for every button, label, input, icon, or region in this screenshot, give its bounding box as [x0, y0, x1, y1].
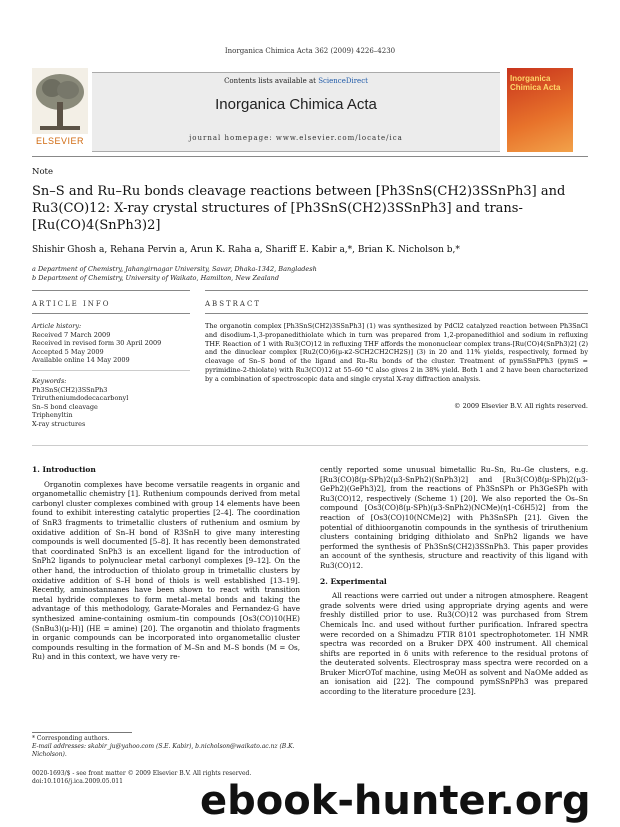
article-info-heading: ARTICLE INFO [32, 300, 111, 308]
journal-reference: Inorganica Chimica Acta 362 (2009) 4226–4230 [224, 47, 396, 55]
keywords-rule [32, 370, 190, 371]
article-info-rule-top [32, 290, 190, 291]
watermark: ebook-hunter.org [200, 778, 591, 824]
footnote-rule [32, 732, 132, 733]
intro-paragraph: Organotin complexes have become versatile reagents in organic and organometallic chemistry [1]. Ruthenium compounds derived from metal carbonyl cluster complexes combined with group 14 elements have been found to exhibit interesting catalytic properties [2–4]. The coordination of SnR3 fragments to trimetallic clusters of ruthenium and osmium by oxidative addition of Sn–H bond of R3SnH to give many interesting compounds is well documented [5–8]. It has recently been demonstrated that coordinated SnPh3 is an excellent ligand for the introduction of SnPh2 ligands to polynuclear metal carbonyl complexes [9–12]. On the other hand, the introduction of thiolato group in trimetallic clusters by oxidative addition of S–H bond of thiols is well established [13–19]. Recently, aminostannanes have been shown to react with transition metal hydride complexes to form metal–metal bonds and taking the advantage of this methodology, Garate-Morales and Fernandez-G have synthesized amine-containing osmium–tin compounds [Os3(CO)10(HE)(SnBu3)(μ-H)] (HE = amine) [20]. The organotin and thiolato fragments in organic compounds can be incorporated into organometallic cluster compounds resulting in the formation of M–Sn and M–S bonds (M = Os, Ru) and in this context, we have very re- [32, 479, 300, 662]
keyword-item: Sn–S bond cleavage [32, 402, 98, 411]
contents-line [92, 77, 500, 85]
keywords [32, 377, 190, 428]
corresponding-note: * Corresponding authors. [32, 735, 110, 742]
article-history [32, 322, 190, 365]
received-date: Received 7 March 2009 [32, 330, 111, 339]
article-type: Note [32, 167, 54, 177]
continued-paragraph: cently reported some unusual bimetallic Ru–Sn, Ru–Ge clusters, e.g. [Ru3(CO)8(μ-SPh)2(μ3-SnPh2)(SnPh3)2] and [Ru3(CO)8(μ-SPh)2(μ3-GePh2)(GePh3)2], from the reactions of Ph3SnSPh or Ph3GeSPh with Ru3(CO)12, respectively (Scheme 1) [20]. We also reported the Os–Sn compound [Os3(CO)8(μ-SPh)(μ3-SnPh2)(NCMe)(η1-C6H5)2] from the reaction of [Os3(CO)10(NCMe)2] with Ph3SnSPh [21]. Given the potential of dithioorganotin compounds in the synthesis of triruthenium clusters containing bridging dithiolato and SnPh2 ligands we have performed the synthesis of Ph3SnS(CH2)3SSnPh3. This paper provides an account of the synthesis, structure and reactivity of this ligand with Ru3(CO)12. [320, 465, 588, 570]
intro-heading: 1. Introduction [32, 465, 96, 474]
abstract-rule-top [205, 290, 588, 291]
keywords-label: Keywords: [32, 377, 67, 385]
sciencedirect-link[interactable]: ScienceDirect [318, 77, 368, 85]
journal-homepage[interactable]: journal homepage: www.elsevier.com/locate/ica [189, 134, 403, 142]
body-divider [32, 445, 588, 446]
abstract-heading: ABSTRACT [205, 300, 262, 308]
revised-date: Received in revised form 30 April 2009 [32, 339, 162, 347]
affiliation-b: b Department of Chemistry, University of Waikato, Hamilton, New Zealand [32, 274, 280, 282]
publisher-name: ELSEVIER [36, 136, 85, 146]
email-addresses[interactable]: E-mail addresses: skabir_ju@yahoo.com (S.E. Kabir), b.nicholson@waikato.ac.nz (B.K. Nicholson). [32, 743, 295, 758]
experimental-paragraph: All reactions were carried out under a nitrogen atmosphere. Reagent grade solvents were dried using appropriate drying agents and were freshly distilled prior to use. Ru3(CO)12 was purchased from Strem Chemicals Inc. and used without further purification. Infrared spectra were recorded on a Shimadzu FTIR 8101 spectrophotometer. 1H NMR spectra was recorded on a Bruker DPX 400 instrument. All chemical shifts are reported in δ units with reference to the residual protons of the deuterated solvents. Electrospray mass spectra were recorded on a Bruker MicrOTof machine, using MeOH as solvent and NaOMe added as an ionisation aid [22]. The compound pymSSnPPh3 was prepared according to the literature procedure [23]. [320, 591, 588, 697]
abstract-text: The organotin complex [Ph3SnS(CH2)3SSnPh3] (1) was synthesized by PdCl2 catalyzed reaction between Ph3SnCl and disodium-1,3-propanedithiolate which in turn was prepared from 1,2-propanedithiol and sodium in refluxing THF. Reaction of 1 with Ru3(CO)12 in refluxing THF affords the mononuclear complex trans-[Ru(CO)4(SnPh3)2] (2) and the dinuclear complex [Ru2(CO)6(μ-κ2-SCH2CH2CH2S)] (3) in 20 and 11% yields, respectively, formed by cleavage of Sn–S bond of the ligand and Ru–Ru bonds of the cluster. Treatment of pymSSnPPh3 (pymS = pyrimidine-2-thiolate) with Ru3(CO)12 at 55–60 °C also gives 2 in 38% yield. Both 1 and 2 have been characterized by a combination of spectroscopic data and single crystal X-ray diffraction analysis. [205, 322, 588, 383]
experimental-heading: 2. Experimental [320, 576, 387, 586]
accepted-date: Accepted 5 May 2009 [32, 347, 104, 356]
keyword-item: Trirutheniumdodecacarbonyl [32, 394, 129, 402]
article-info-rule [32, 313, 190, 314]
issn-line: 0020-1693/$ - see front matter © 2009 Elsevier B.V. All rights reserved. [32, 770, 252, 777]
header-divider [32, 156, 588, 157]
author-list: Shishir Ghosh a, Rehana Pervin a, Arun K. Raha a, Shariff E. Kabir a,*, Brian K. Nicholson b,* [32, 245, 460, 255]
keyword-item: Ph3SnS(CH2)3SSnPh3 [32, 385, 108, 394]
article-title: Sn–S and Ru–Ru bonds cleavage reactions between [Ph3SnS(CH2)3SSnPh3] and Ru3(CO)12: X-ray crystal structures of [Ph3SnS(CH2)3SSnPh3] and trans-[Ru(CO)4(SnPh3)2] [32, 184, 566, 233]
keyword-item: Triphenyltin [32, 411, 73, 419]
abstract-rule [205, 313, 588, 314]
body-column-right [320, 465, 588, 697]
abstract-copyright: © 2009 Elsevier B.V. All rights reserved. [454, 402, 588, 410]
journal-name: Inorganica Chimica Acta [215, 96, 377, 113]
history-label: Article history: [32, 322, 82, 330]
online-date: Available online 14 May 2009 [32, 356, 130, 364]
doi-line[interactable]: doi:10.1016/j.ica.2009.05.011 [32, 778, 123, 785]
affiliation-a: a Department of Chemistry, Jahangirnagar University, Savar, Dhaka-1342, Bangladesh [32, 265, 317, 273]
contents-prefix: Contents lists available at [224, 77, 319, 85]
keyword-item: X-ray structures [32, 419, 86, 428]
footnote [32, 735, 300, 759]
cover-title: Inorganica Chimica Acta [510, 74, 561, 92]
body-column-left [32, 465, 300, 662]
